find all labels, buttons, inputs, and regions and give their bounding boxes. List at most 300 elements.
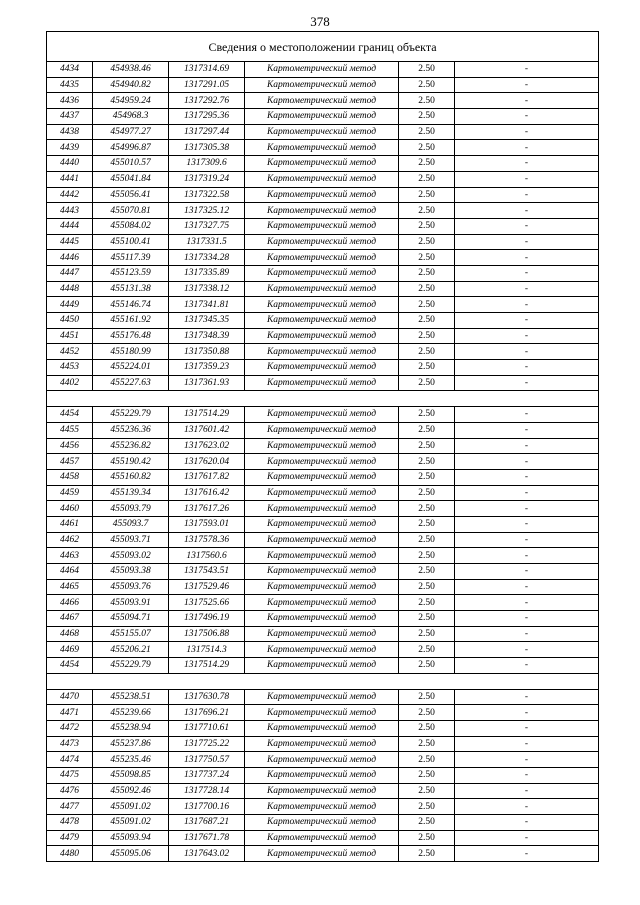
method-cell: Картометрический метод (245, 626, 399, 642)
point-number: 4454 (47, 407, 93, 423)
table-row (47, 313, 599, 329)
accuracy-cell: 2.50 (399, 485, 455, 501)
table-row (47, 297, 599, 313)
coordinate-y: 1317359.23 (169, 360, 245, 376)
point-number: 4479 (47, 830, 93, 846)
group-separator (47, 391, 599, 407)
coordinate-y: 1317341.81 (169, 297, 245, 313)
description-cell: - (455, 62, 599, 78)
coordinate-y: 1317514.29 (169, 407, 245, 423)
coordinate-y: 1317335.89 (169, 265, 245, 281)
description-cell: - (455, 422, 599, 438)
coordinate-y: 1317696.21 (169, 705, 245, 721)
point-number: 4402 (47, 375, 93, 391)
point-number: 4472 (47, 720, 93, 736)
coordinate-x: 455238.51 (93, 689, 169, 705)
coordinate-x: 455160.82 (93, 469, 169, 485)
method-cell: Картометрический метод (245, 265, 399, 281)
method-cell: Картометрический метод (245, 171, 399, 187)
coordinate-x: 454996.87 (93, 140, 169, 156)
coordinate-x: 455239.66 (93, 705, 169, 721)
accuracy-cell: 2.50 (399, 846, 455, 862)
point-number: 4466 (47, 595, 93, 611)
point-number: 4454 (47, 658, 93, 674)
description-cell: - (455, 752, 599, 768)
table-row (47, 234, 599, 250)
method-cell: Картометрический метод (245, 705, 399, 721)
point-number: 4439 (47, 140, 93, 156)
method-cell: Картометрический метод (245, 532, 399, 548)
accuracy-cell: 2.50 (399, 642, 455, 658)
method-cell: Картометрический метод (245, 407, 399, 423)
accuracy-cell: 2.50 (399, 516, 455, 532)
description-cell: - (455, 658, 599, 674)
coordinate-y: 1317620.04 (169, 454, 245, 470)
coordinate-x: 455041.84 (93, 171, 169, 187)
method-cell: Картометрический метод (245, 77, 399, 93)
method-cell: Картометрический метод (245, 736, 399, 752)
point-number: 4444 (47, 218, 93, 234)
description-cell: - (455, 313, 599, 329)
coordinate-y: 1317309.6 (169, 156, 245, 172)
coordinate-x: 455093.91 (93, 595, 169, 611)
coordinate-y: 1317543.51 (169, 564, 245, 580)
coordinate-y: 1317350.88 (169, 344, 245, 360)
coordinate-x: 455161.92 (93, 313, 169, 329)
accuracy-cell: 2.50 (399, 736, 455, 752)
coordinate-x: 455092.46 (93, 783, 169, 799)
table-row (47, 124, 599, 140)
table-row (47, 156, 599, 172)
coordinate-y: 1317643.02 (169, 846, 245, 862)
description-cell: - (455, 77, 599, 93)
point-number: 4450 (47, 313, 93, 329)
method-cell: Картометрический метод (245, 595, 399, 611)
coordinate-x: 455123.59 (93, 265, 169, 281)
description-cell: - (455, 595, 599, 611)
point-number: 4478 (47, 815, 93, 831)
method-cell: Картометрический метод (245, 469, 399, 485)
description-cell: - (455, 109, 599, 125)
accuracy-cell: 2.50 (399, 611, 455, 627)
method-cell: Картометрический метод (245, 124, 399, 140)
coordinate-x: 455010.57 (93, 156, 169, 172)
coordinate-x: 455224.01 (93, 360, 169, 376)
coordinate-y: 1317514.3 (169, 642, 245, 658)
table-row (47, 548, 599, 564)
coordinate-x: 455190.42 (93, 454, 169, 470)
point-number: 4463 (47, 548, 93, 564)
accuracy-cell: 2.50 (399, 815, 455, 831)
table-row (47, 438, 599, 454)
coordinate-y: 1317616.42 (169, 485, 245, 501)
coordinate-x: 454938.46 (93, 62, 169, 78)
coordinate-y: 1317529.46 (169, 579, 245, 595)
description-cell: - (455, 830, 599, 846)
boundary-coordinates-table (46, 31, 599, 862)
accuracy-cell: 2.50 (399, 705, 455, 721)
description-cell: - (455, 736, 599, 752)
accuracy-cell: 2.50 (399, 218, 455, 234)
description-cell: - (455, 265, 599, 281)
coordinate-x: 455094.71 (93, 611, 169, 627)
accuracy-cell: 2.50 (399, 783, 455, 799)
table-row (47, 407, 599, 423)
coordinate-y: 1317314.69 (169, 62, 245, 78)
point-number: 4451 (47, 328, 93, 344)
coordinate-x: 455093.7 (93, 516, 169, 532)
method-cell: Картометрический метод (245, 815, 399, 831)
method-cell: Картометрический метод (245, 485, 399, 501)
point-number: 4455 (47, 422, 93, 438)
accuracy-cell: 2.50 (399, 532, 455, 548)
method-cell: Картометрический метод (245, 564, 399, 580)
method-cell: Картометрический метод (245, 720, 399, 736)
point-number: 4434 (47, 62, 93, 78)
coordinate-x: 455131.38 (93, 281, 169, 297)
accuracy-cell: 2.50 (399, 265, 455, 281)
description-cell: - (455, 375, 599, 391)
group-separator-row (47, 673, 599, 689)
table-row (47, 626, 599, 642)
table-row (47, 564, 599, 580)
description-cell: - (455, 783, 599, 799)
table-row (47, 140, 599, 156)
description-cell: - (455, 485, 599, 501)
accuracy-cell: 2.50 (399, 156, 455, 172)
point-number: 4461 (47, 516, 93, 532)
coordinate-y: 1317617.82 (169, 469, 245, 485)
description-cell: - (455, 187, 599, 203)
coordinate-y: 1317295.36 (169, 109, 245, 125)
accuracy-cell: 2.50 (399, 407, 455, 423)
coordinate-x: 455091.02 (93, 799, 169, 815)
table-row (47, 501, 599, 517)
method-cell: Картометрический метод (245, 281, 399, 297)
coordinate-x: 455176.48 (93, 328, 169, 344)
coordinate-x: 455093.79 (93, 501, 169, 517)
method-cell: Картометрический метод (245, 109, 399, 125)
accuracy-cell: 2.50 (399, 344, 455, 360)
coordinate-x: 455238.94 (93, 720, 169, 736)
method-cell: Картометрический метод (245, 218, 399, 234)
coordinate-y: 1317725.22 (169, 736, 245, 752)
point-number: 4460 (47, 501, 93, 517)
coordinate-x: 455070.81 (93, 203, 169, 219)
table-row (47, 642, 599, 658)
coordinate-x: 455093.71 (93, 532, 169, 548)
point-number: 4468 (47, 626, 93, 642)
method-cell: Картометрический метод (245, 297, 399, 313)
table-row (47, 375, 599, 391)
method-cell: Картометрический метод (245, 642, 399, 658)
accuracy-cell: 2.50 (399, 360, 455, 376)
accuracy-cell: 2.50 (399, 187, 455, 203)
group-separator (47, 673, 599, 689)
coordinate-y: 1317334.28 (169, 250, 245, 266)
coordinate-x: 455117.39 (93, 250, 169, 266)
point-number: 4477 (47, 799, 93, 815)
point-number: 4465 (47, 579, 93, 595)
accuracy-cell: 2.50 (399, 579, 455, 595)
accuracy-cell: 2.50 (399, 203, 455, 219)
accuracy-cell: 2.50 (399, 626, 455, 642)
table-row (47, 62, 599, 78)
table-row (47, 658, 599, 674)
table-row (47, 736, 599, 752)
description-cell: - (455, 767, 599, 783)
point-number: 4440 (47, 156, 93, 172)
coordinate-x: 455093.94 (93, 830, 169, 846)
point-number: 4441 (47, 171, 93, 187)
method-cell: Картометрический метод (245, 658, 399, 674)
coordinate-x: 455100.41 (93, 234, 169, 250)
accuracy-cell: 2.50 (399, 767, 455, 783)
coordinate-y: 1317710.61 (169, 720, 245, 736)
method-cell: Картометрический метод (245, 438, 399, 454)
description-cell: - (455, 156, 599, 172)
method-cell: Картометрический метод (245, 328, 399, 344)
accuracy-cell: 2.50 (399, 548, 455, 564)
coordinate-x: 455236.82 (93, 438, 169, 454)
coordinate-x: 455098.85 (93, 767, 169, 783)
description-cell: - (455, 234, 599, 250)
coordinate-y: 1317331.5 (169, 234, 245, 250)
point-number: 4458 (47, 469, 93, 485)
table-row (47, 767, 599, 783)
description-cell: - (455, 626, 599, 642)
accuracy-cell: 2.50 (399, 830, 455, 846)
method-cell: Картометрический метод (245, 344, 399, 360)
accuracy-cell: 2.50 (399, 689, 455, 705)
coordinate-x: 455146.74 (93, 297, 169, 313)
description-cell: - (455, 846, 599, 862)
method-cell: Картометрический метод (245, 454, 399, 470)
description-cell: - (455, 407, 599, 423)
point-number: 4462 (47, 532, 93, 548)
coordinate-x: 454968.3 (93, 109, 169, 125)
table-row (47, 250, 599, 266)
point-number: 4448 (47, 281, 93, 297)
accuracy-cell: 2.50 (399, 234, 455, 250)
accuracy-cell: 2.50 (399, 595, 455, 611)
point-number: 4452 (47, 344, 93, 360)
accuracy-cell: 2.50 (399, 501, 455, 517)
accuracy-cell: 2.50 (399, 328, 455, 344)
method-cell: Картометрический метод (245, 783, 399, 799)
description-cell: - (455, 344, 599, 360)
table-row (47, 611, 599, 627)
coordinate-x: 455093.02 (93, 548, 169, 564)
coordinate-y: 1317297.44 (169, 124, 245, 140)
coordinate-y: 1317593.01 (169, 516, 245, 532)
group-separator-row (47, 391, 599, 407)
method-cell: Картометрический метод (245, 501, 399, 517)
description-cell: - (455, 642, 599, 658)
table-row (47, 705, 599, 721)
description-cell: - (455, 469, 599, 485)
coordinate-y: 1317623.02 (169, 438, 245, 454)
coordinate-x: 455093.76 (93, 579, 169, 595)
method-cell: Картометрический метод (245, 516, 399, 532)
table-row (47, 846, 599, 862)
table-row (47, 815, 599, 831)
table-row (47, 799, 599, 815)
coordinate-y: 1317617.26 (169, 501, 245, 517)
table-row (47, 752, 599, 768)
description-cell: - (455, 689, 599, 705)
description-cell: - (455, 250, 599, 266)
coordinate-y: 1317496.19 (169, 611, 245, 627)
point-number: 4471 (47, 705, 93, 721)
table-row (47, 203, 599, 219)
table-row (47, 454, 599, 470)
accuracy-cell: 2.50 (399, 109, 455, 125)
description-cell: - (455, 360, 599, 376)
table-row (47, 281, 599, 297)
point-number: 4469 (47, 642, 93, 658)
coordinate-y: 1317361.93 (169, 375, 245, 391)
method-cell: Картометрический метод (245, 422, 399, 438)
coordinate-x: 455056.41 (93, 187, 169, 203)
coordinate-x: 455095.06 (93, 846, 169, 862)
accuracy-cell: 2.50 (399, 658, 455, 674)
description-cell: - (455, 579, 599, 595)
method-cell: Картометрический метод (245, 548, 399, 564)
method-cell: Картометрический метод (245, 140, 399, 156)
method-cell: Картометрический метод (245, 62, 399, 78)
table-row (47, 265, 599, 281)
point-number: 4475 (47, 767, 93, 783)
accuracy-cell: 2.50 (399, 469, 455, 485)
table-row (47, 422, 599, 438)
coordinate-x: 455155.07 (93, 626, 169, 642)
method-cell: Картометрический метод (245, 360, 399, 376)
coordinate-y: 1317750.57 (169, 752, 245, 768)
point-number: 4473 (47, 736, 93, 752)
table-row (47, 344, 599, 360)
point-number: 4437 (47, 109, 93, 125)
accuracy-cell: 2.50 (399, 375, 455, 391)
coordinate-x: 454977.27 (93, 124, 169, 140)
point-number: 4474 (47, 752, 93, 768)
table-row (47, 469, 599, 485)
coordinate-y: 1317325.12 (169, 203, 245, 219)
coordinate-x: 455229.79 (93, 658, 169, 674)
accuracy-cell: 2.50 (399, 93, 455, 109)
point-number: 4459 (47, 485, 93, 501)
coordinate-y: 1317560.6 (169, 548, 245, 564)
method-cell: Картометрический метод (245, 93, 399, 109)
table-title-row (47, 32, 599, 62)
point-number: 4438 (47, 124, 93, 140)
coordinate-y: 1317322.58 (169, 187, 245, 203)
method-cell: Картометрический метод (245, 187, 399, 203)
accuracy-cell: 2.50 (399, 799, 455, 815)
point-number: 4447 (47, 265, 93, 281)
point-number: 4446 (47, 250, 93, 266)
accuracy-cell: 2.50 (399, 250, 455, 266)
method-cell: Картометрический метод (245, 156, 399, 172)
description-cell: - (455, 281, 599, 297)
method-cell: Картометрический метод (245, 767, 399, 783)
accuracy-cell: 2.50 (399, 564, 455, 580)
accuracy-cell: 2.50 (399, 281, 455, 297)
coordinate-y: 1317737.24 (169, 767, 245, 783)
method-cell: Картометрический метод (245, 830, 399, 846)
coordinate-x: 455235.46 (93, 752, 169, 768)
accuracy-cell: 2.50 (399, 171, 455, 187)
table-row (47, 328, 599, 344)
accuracy-cell: 2.50 (399, 454, 455, 470)
table-row (47, 77, 599, 93)
description-cell: - (455, 548, 599, 564)
point-number: 4467 (47, 611, 93, 627)
coordinate-x: 455227.63 (93, 375, 169, 391)
coordinate-y: 1317601.42 (169, 422, 245, 438)
point-number: 4464 (47, 564, 93, 580)
table-row (47, 171, 599, 187)
method-cell: Картометрический метод (245, 203, 399, 219)
coordinate-y: 1317338.12 (169, 281, 245, 297)
coordinate-y: 1317514.29 (169, 658, 245, 674)
coordinate-y: 1317292.76 (169, 93, 245, 109)
coordinate-y: 1317671.78 (169, 830, 245, 846)
table-row (47, 516, 599, 532)
description-cell: - (455, 705, 599, 721)
coordinate-x: 455093.38 (93, 564, 169, 580)
point-number: 4435 (47, 77, 93, 93)
description-cell: - (455, 328, 599, 344)
description-cell: - (455, 454, 599, 470)
coordinate-y: 1317687.21 (169, 815, 245, 831)
coordinate-x: 455139.34 (93, 485, 169, 501)
method-cell: Картометрический метод (245, 611, 399, 627)
accuracy-cell: 2.50 (399, 422, 455, 438)
point-number: 4456 (47, 438, 93, 454)
coordinate-y: 1317319.24 (169, 171, 245, 187)
point-number: 4449 (47, 297, 93, 313)
accuracy-cell: 2.50 (399, 140, 455, 156)
description-cell: - (455, 140, 599, 156)
table-title: Сведения о местоположении границ объекта (47, 32, 599, 62)
description-cell: - (455, 93, 599, 109)
description-cell: - (455, 611, 599, 627)
coordinate-x: 455084.02 (93, 218, 169, 234)
coordinate-x: 455236.36 (93, 422, 169, 438)
accuracy-cell: 2.50 (399, 313, 455, 329)
table-row (47, 360, 599, 376)
coordinate-x: 455229.79 (93, 407, 169, 423)
coordinate-x: 455180.99 (93, 344, 169, 360)
accuracy-cell: 2.50 (399, 752, 455, 768)
coordinate-x: 454940.82 (93, 77, 169, 93)
description-cell: - (455, 297, 599, 313)
description-cell: - (455, 438, 599, 454)
method-cell: Картометрический метод (245, 250, 399, 266)
table-row (47, 720, 599, 736)
table-row (47, 783, 599, 799)
coordinate-x: 455206.21 (93, 642, 169, 658)
accuracy-cell: 2.50 (399, 62, 455, 78)
table-row (47, 485, 599, 501)
description-cell: - (455, 532, 599, 548)
coordinate-y: 1317327.75 (169, 218, 245, 234)
table-row (47, 595, 599, 611)
coordinate-x: 455237.86 (93, 736, 169, 752)
method-cell: Картометрический метод (245, 846, 399, 862)
table-row (47, 689, 599, 705)
